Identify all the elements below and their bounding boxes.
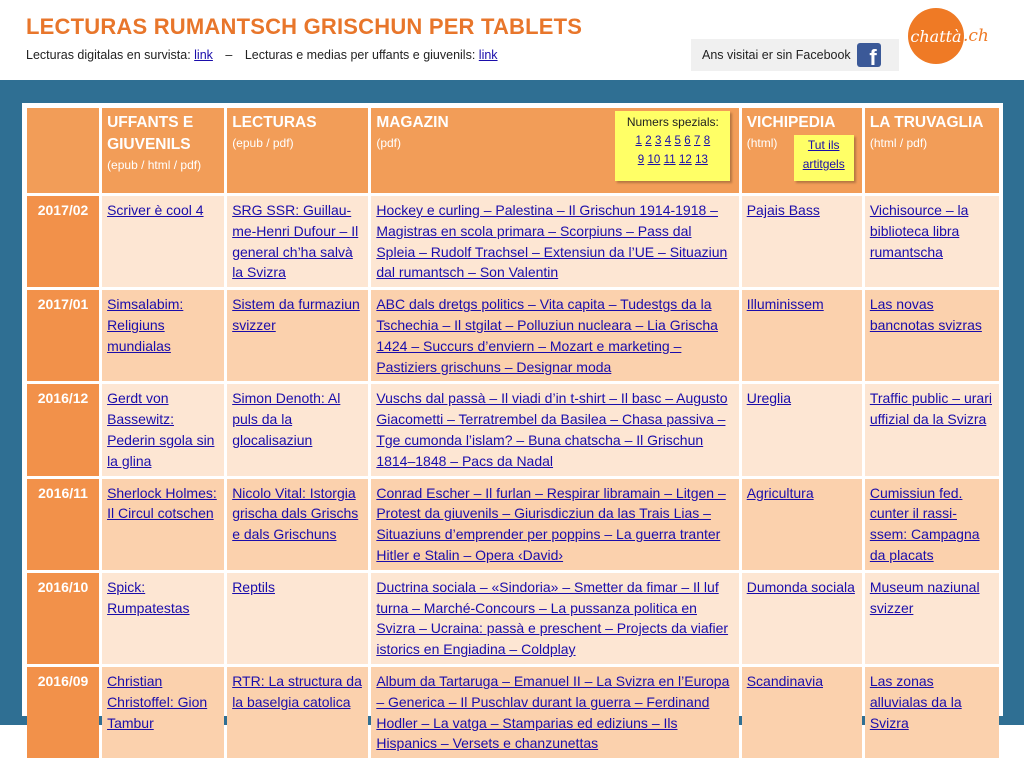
logo-name: chattà <box>910 26 962 46</box>
link-digital[interactable]: link <box>194 48 213 62</box>
cell-magazin <box>371 290 738 381</box>
uffants-link[interactable]: Scriver è cool 4 <box>107 202 204 218</box>
col-header-lecturas <box>227 108 368 193</box>
issue-date: 2017/01 <box>27 290 99 381</box>
vichipedia-link[interactable]: Illuminissem <box>746 296 824 313</box>
vichipedia-link[interactable]: Dumonda sociala <box>746 578 855 595</box>
cell-truvaglia <box>865 667 999 758</box>
vichipedia-link[interactable]: Ureglia <box>746 390 792 407</box>
all-articles-link[interactable]: Tut ils artitgels <box>802 138 845 171</box>
facebook-banner[interactable] <box>691 39 899 71</box>
vichipedia-link[interactable]: Agricultura <box>746 484 814 501</box>
magazin-link[interactable]: Album da Tartaruga – Emanuel II – La Svizra en l’Europa – Generica – Il Puschlav durant la guerra – Ferdinand Hodler – La vatga – Stamparias ed ediziuns – Ils Hispanics – Versets e chanzunettas <box>376 672 730 752</box>
issue-date: 2017/02 <box>27 196 99 287</box>
uffants-link[interactable]: Spick: Rumpatestas <box>107 578 190 616</box>
cell-vichipedia <box>742 667 862 758</box>
sub-label-digital: Lecturas digitalas en survista: <box>26 48 191 62</box>
col-formats-vichipedia: (html) <box>746 136 778 150</box>
cell-uffants <box>102 196 224 287</box>
uffants-link[interactable]: Simsalabim: Religiuns mundialas <box>107 296 184 354</box>
cell-vichipedia <box>742 479 862 570</box>
issues-table <box>24 105 1002 761</box>
col-formats-truvaglia: (html / pdf) <box>869 136 928 150</box>
table-row <box>27 290 999 381</box>
logo-circle <box>908 8 964 64</box>
cell-uffants <box>102 667 224 758</box>
cell-lecturas <box>227 667 368 758</box>
col-header-uffants <box>102 108 224 193</box>
special-issues-label: Numers spezials: <box>626 115 719 129</box>
cell-vichipedia <box>742 384 862 475</box>
cell-truvaglia <box>865 196 999 287</box>
link-youth[interactable]: link <box>478 48 498 62</box>
corner-cell <box>27 108 99 193</box>
table-row <box>27 573 999 664</box>
magazin-link[interactable]: Ductrina sociala – «Sindoria» – Smetter da fimar – Il luf turna – Marché-Concours – La pussanza politica en Svizra – Ucraina: passà e preschent – Projects da viafier istorics en Engiadina – Coldplay <box>376 578 729 658</box>
col-header-magazin <box>371 108 738 193</box>
uffants-link[interactable]: Christian Christoffel: Gion Tambur <box>107 672 208 731</box>
truvaglia-link[interactable]: Cumissiun fed. cunter il rassi-ssem: Campagna da placats <box>869 484 980 563</box>
special-issue-link[interactable]: 10 <box>647 154 661 166</box>
cell-lecturas <box>227 573 368 664</box>
cell-magazin <box>371 479 738 570</box>
cell-uffants <box>102 479 224 570</box>
magazin-link[interactable]: ABC dals dretgs politics – Vita capita – Tudestgs da la Tschechia – Il stgilat – Polluziun nucleara – Lia Grischa 1424 – Succurs d’enviern – Mozart e marketing – Pastiziers grischuns – Designar moda <box>376 296 718 375</box>
lecturas-link[interactable]: Simon Denoth: Al puls da la glocalisaziun <box>232 390 341 448</box>
header-row <box>27 108 999 193</box>
lecturas-link[interactable]: SRG SSR: Guillau-me-Henri Dufour – Il general ch’ha salvà la Svizra <box>232 202 359 281</box>
subtitle-line <box>26 48 498 62</box>
cell-lecturas <box>227 384 368 475</box>
special-issue-link[interactable]: 7 <box>694 135 701 147</box>
vichipedia-link[interactable]: Scandinavia <box>746 672 823 689</box>
special-issue-link[interactable]: 8 <box>703 135 711 147</box>
cell-uffants <box>102 384 224 475</box>
cell-lecturas <box>227 290 368 381</box>
table-row <box>27 384 999 475</box>
uffants-link[interactable]: Sherlock Holmes: Il Circul cotschen <box>107 484 217 522</box>
vichipedia-link[interactable]: Pajais Bass <box>746 202 820 218</box>
special-issue-link[interactable]: 13 <box>695 154 708 166</box>
cell-magazin <box>371 573 738 664</box>
magazin-link[interactable]: Vuschs dal passà – Il viadi d’in t-shirt – Il basc – Augusto Giacometti – Terratrembel da Basilea – Chasa passiva – Tge cumonda l’islam? – Buna chatscha – Il Grischun 1814–1848 – Pacs da Nadal <box>376 390 728 469</box>
cell-vichipedia <box>742 573 862 664</box>
col-title-uffants: UFFANTS E GIUVENILS <box>107 114 194 153</box>
col-formats-lecturas: (epub / pdf) <box>232 136 294 150</box>
col-header-truvaglia <box>865 108 999 193</box>
sub-label-youth: Lecturas e medias per uffants e giuvenils: <box>244 48 476 62</box>
special-issue-link[interactable]: 3 <box>655 135 662 147</box>
all-articles-note <box>794 135 854 181</box>
issue-date: 2016/12 <box>27 384 99 475</box>
lecturas-link[interactable]: Nicolo Vital: Istorgia grischa dals Grischs e dals Grischuns <box>232 484 359 543</box>
col-formats-magazin: (pdf) <box>376 136 402 150</box>
table-row <box>27 479 999 570</box>
special-issues-note <box>615 111 730 181</box>
issue-date: 2016/11 <box>27 479 99 570</box>
cell-magazin <box>371 667 738 758</box>
magazin-link[interactable]: Conrad Escher – Il furlan – Respirar libramain – Litgen – Protest da giuvenils – Giurisdicziun da las Trais Lias – Situaziuns d’emprender per poppins – La guerra tranter Hitler e Stalin – Opera ‹David› <box>376 484 726 563</box>
uffants-link[interactable]: Gerdt von Bassewitz: Pederin sgola sin la glina <box>107 390 215 469</box>
col-title-truvaglia: LA TRUVAGLIA <box>869 114 984 131</box>
truvaglia-link[interactable]: Las novas bancnotas svizras <box>869 296 982 333</box>
special-issue-link[interactable]: 2 <box>645 135 652 147</box>
chatta-logo[interactable] <box>908 6 994 66</box>
col-formats-uffants: (epub / html / pdf) <box>107 158 202 172</box>
special-issue-link[interactable]: 1 <box>635 135 642 147</box>
col-title-magazin: MAGAZIN <box>376 114 449 131</box>
cell-uffants <box>102 573 224 664</box>
facebook-icon[interactable] <box>857 43 881 70</box>
cell-truvaglia <box>865 573 999 664</box>
facebook-glyph: f <box>869 45 877 70</box>
special-issue-link[interactable]: 11 <box>663 154 676 166</box>
special-issues-row-1 <box>615 131 730 150</box>
table-container <box>22 103 1003 752</box>
facebook-text: Ans visitai er sin Facebook <box>702 48 851 62</box>
cell-truvaglia <box>865 479 999 570</box>
lecturas-link[interactable]: RTR: La structura da la baselgia catolica <box>232 672 362 710</box>
truvaglia-link[interactable]: Las zonas alluvialas da la Svizra <box>869 672 962 731</box>
cell-vichipedia <box>742 196 862 287</box>
col-title-lecturas: LECTURAS <box>232 114 317 131</box>
col-title-vichipedia: VICHIPEDIA <box>746 114 836 131</box>
cell-vichipedia <box>742 290 862 381</box>
cell-magazin <box>371 196 738 287</box>
cell-lecturas <box>227 479 368 570</box>
lecturas-link[interactable]: Reptils <box>232 578 275 595</box>
cell-lecturas <box>227 196 368 287</box>
cell-truvaglia <box>865 384 999 475</box>
logo-domain: .ch <box>963 26 989 46</box>
issue-date: 2016/09 <box>27 667 99 758</box>
table-row <box>27 667 999 758</box>
table-row <box>27 196 999 287</box>
truvaglia-link[interactable]: Traffic public – urari uffizial da la Svizra <box>869 390 992 428</box>
special-issue-link[interactable]: 5 <box>674 135 681 147</box>
truvaglia-link[interactable]: Museum naziunal svizzer <box>869 578 980 616</box>
truvaglia-link[interactable]: Vichisource – la biblioteca libra rumantscha <box>869 202 969 260</box>
separator: – <box>225 48 233 62</box>
page-title: LECTURAS RUMANTSCH GRISCHUN PER TABLETS <box>26 14 583 39</box>
special-issue-link[interactable]: 12 <box>678 154 692 166</box>
cell-magazin <box>371 384 738 475</box>
lecturas-link[interactable]: Sistem da furmaziun svizzer <box>232 296 360 333</box>
special-issue-link[interactable]: 4 <box>664 135 672 147</box>
issue-date: 2016/10 <box>27 573 99 664</box>
cell-uffants <box>102 290 224 381</box>
magazin-link[interactable]: Hockey e curling – Palestina – Il Grischun 1914-1918 – Magistras en scola primara – Scorpiuns – Pass dal Spleia – Rudolf Trachsel – Extensiun da l’UE – Situaziun dal rumantsch – Son Valentin <box>376 202 728 281</box>
special-issue-link[interactable]: 9 <box>637 154 645 166</box>
col-header-vichipedia <box>742 108 862 193</box>
special-issue-link[interactable]: 6 <box>684 135 691 147</box>
special-issues-row-2 <box>615 150 730 169</box>
cell-truvaglia <box>865 290 999 381</box>
